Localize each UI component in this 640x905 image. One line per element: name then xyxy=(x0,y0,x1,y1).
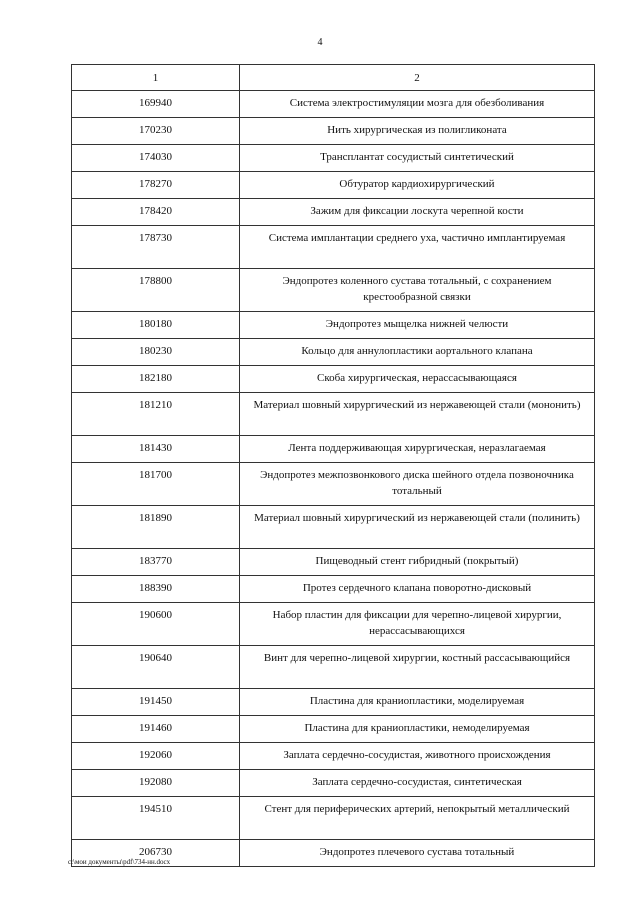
table-header-cell-2: 2 xyxy=(240,65,595,91)
code-cell: 178270 xyxy=(72,172,240,199)
table-row xyxy=(72,463,595,506)
table-row xyxy=(72,549,595,576)
code-cell: 178420 xyxy=(72,199,240,226)
table-row xyxy=(72,269,595,312)
code-cell: 181430 xyxy=(72,436,240,463)
code-cell: 188390 xyxy=(72,576,240,603)
table-row xyxy=(72,506,595,549)
name-cell: Пищеводный стент гибридный (покрытый) xyxy=(240,549,595,576)
table-row xyxy=(72,199,595,226)
table-row xyxy=(72,603,595,646)
table-row xyxy=(72,366,595,393)
code-cell: 169940 xyxy=(72,91,240,118)
code-cell: 190600 xyxy=(72,603,240,646)
table-row xyxy=(72,118,595,145)
table-row xyxy=(72,145,595,172)
name-cell: Эндопротез коленного сустава тотальный, с сохранением крестообразной связки xyxy=(240,269,595,312)
name-cell: Обтуратор кардиохирургический xyxy=(240,172,595,199)
table-row xyxy=(72,339,595,366)
code-cell: 181700 xyxy=(72,463,240,506)
code-cell: 194510 xyxy=(72,797,240,840)
name-cell: Лента поддерживающая хирургическая, неразлагаемая xyxy=(240,436,595,463)
table-row xyxy=(72,770,595,797)
table-row xyxy=(72,646,595,689)
code-cell: 178730 xyxy=(72,226,240,269)
code-cell: 182180 xyxy=(72,366,240,393)
table-row xyxy=(72,689,595,716)
device-table xyxy=(71,64,595,867)
table-row xyxy=(72,393,595,436)
name-cell: Винт для черепно-лицевой хирургии, костный рассасывающийся xyxy=(240,646,595,689)
footer-file-path: c:\мои документы\pdf\734-нн.docx xyxy=(68,858,171,866)
name-cell: Скоба хирургическая, нерассасывающаяся xyxy=(240,366,595,393)
code-cell: 192060 xyxy=(72,743,240,770)
table-header-cell-1: 1 xyxy=(72,65,240,91)
table-row xyxy=(72,226,595,269)
name-cell: Система электростимуляции мозга для обезболивания xyxy=(240,91,595,118)
code-cell: 191450 xyxy=(72,689,240,716)
table-row xyxy=(72,172,595,199)
name-cell: Эндопротез плечевого сустава тотальный xyxy=(240,840,595,867)
code-cell: 180230 xyxy=(72,339,240,366)
table-row xyxy=(72,716,595,743)
name-cell: Пластина для краниопластики, немоделируемая xyxy=(240,716,595,743)
table-row xyxy=(72,576,595,603)
name-cell: Пластина для краниопластики, моделируемая xyxy=(240,689,595,716)
code-cell: 190640 xyxy=(72,646,240,689)
code-cell: 181890 xyxy=(72,506,240,549)
table-row xyxy=(72,436,595,463)
name-cell: Кольцо для аннулопластики аортального клапана xyxy=(240,339,595,366)
name-cell: Нить хирургическая из полигликоната xyxy=(240,118,595,145)
name-cell: Зажим для фиксации лоскута черепной кости xyxy=(240,199,595,226)
name-cell: Стент для периферических артерий, непокрытый металлический xyxy=(240,797,595,840)
name-cell: Трансплантат сосудистый синтетический xyxy=(240,145,595,172)
code-cell: 191460 xyxy=(72,716,240,743)
table-row xyxy=(72,91,595,118)
code-cell: 180180 xyxy=(72,312,240,339)
name-cell: Эндопротез межпозвонкового диска шейного отдела позвоночника тотальный xyxy=(240,463,595,506)
name-cell: Система имплантации среднего уха, частично имплантируемая xyxy=(240,226,595,269)
code-cell: 174030 xyxy=(72,145,240,172)
name-cell: Заплата сердечно-сосудистая, синтетическая xyxy=(240,770,595,797)
code-cell: 178800 xyxy=(72,269,240,312)
name-cell: Эндопротез мыщелка нижней челюсти xyxy=(240,312,595,339)
code-cell: 181210 xyxy=(72,393,240,436)
table-row xyxy=(72,797,595,840)
table-header-row xyxy=(72,65,595,91)
code-cell: 192080 xyxy=(72,770,240,797)
page-number: 4 xyxy=(317,37,323,48)
name-cell: Набор пластин для фиксации для черепно-лицевой хирургии, нерассасывающихся xyxy=(240,603,595,646)
name-cell: Материал шовный хирургический из нержавеющей стали (мононить) xyxy=(240,393,595,436)
table-row xyxy=(72,312,595,339)
name-cell: Протез сердечного клапана поворотно-дисковый xyxy=(240,576,595,603)
name-cell: Материал шовный хирургический из нержавеющей стали (полинить) xyxy=(240,506,595,549)
code-cell: 170230 xyxy=(72,118,240,145)
code-cell: 183770 xyxy=(72,549,240,576)
table-row xyxy=(72,743,595,770)
code-cell: 206730 xyxy=(72,840,240,867)
name-cell: Заплата сердечно-сосудистая, животного происхождения xyxy=(240,743,595,770)
